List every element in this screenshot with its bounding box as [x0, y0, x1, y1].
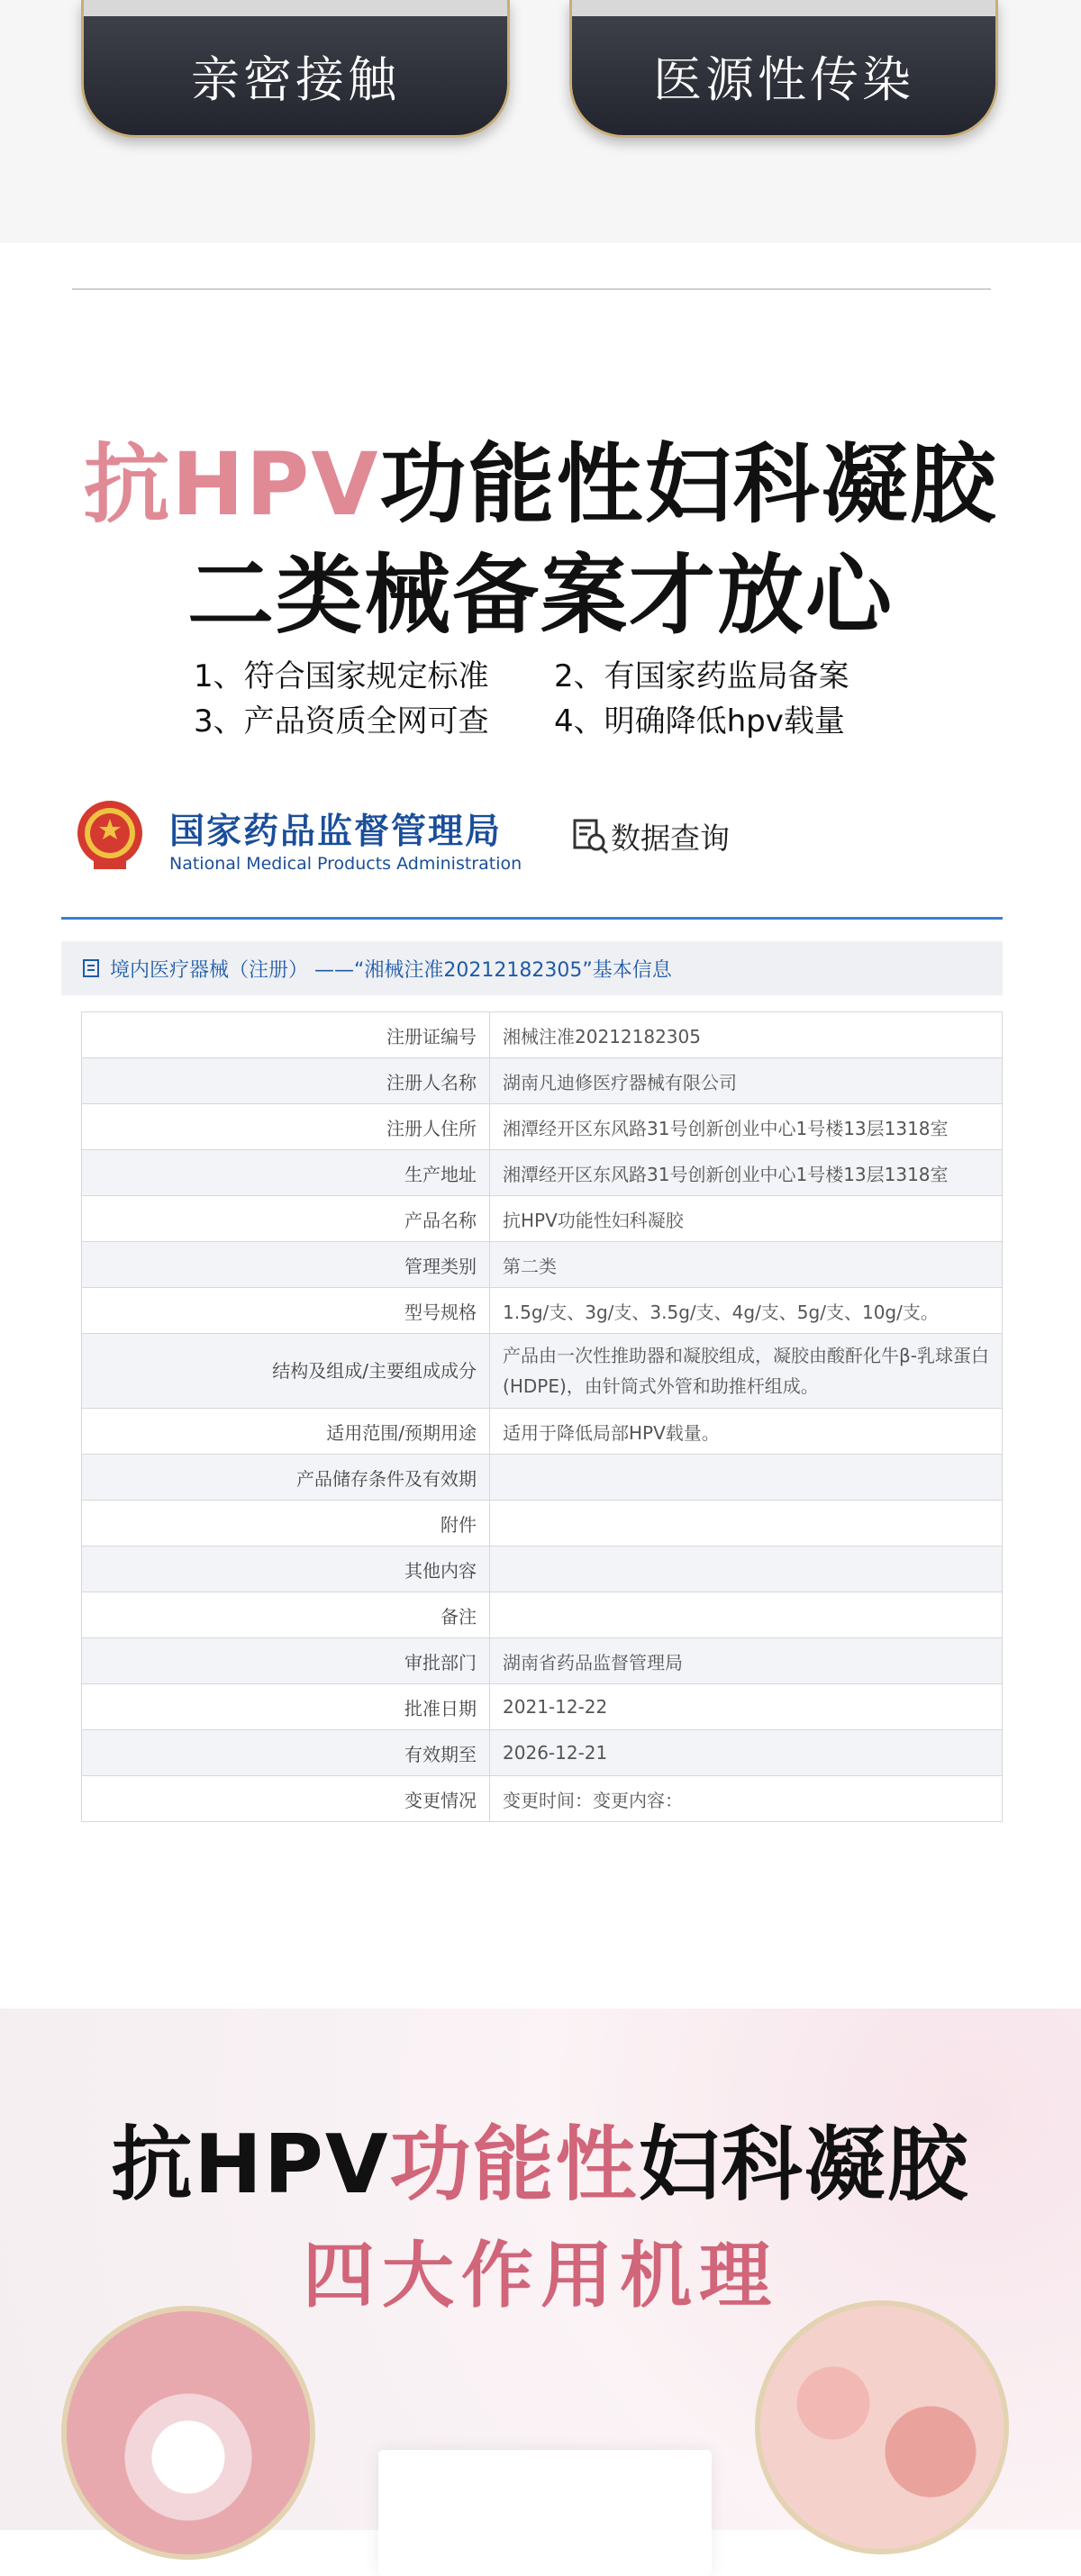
data-query-link[interactable] — [571, 815, 730, 857]
field-label: 产品储存条件及有效期 — [82, 1455, 490, 1501]
field-label: 生产地址 — [82, 1150, 490, 1196]
field-value: 2021-12-22 — [490, 1684, 1003, 1730]
heading-product — [0, 416, 1081, 540]
table-row — [82, 1012, 1003, 1058]
field-value — [490, 1547, 1003, 1592]
mechanism-image-left — [61, 2306, 315, 2560]
field-value: 2026-12-21 — [490, 1730, 1003, 1776]
heading-part: 抗HPV — [111, 2118, 390, 2212]
field-label: 注册人住所 — [82, 1104, 490, 1150]
table-row — [82, 1684, 1003, 1730]
field-value-line: (HDPE)，由针筒式外管和助推杆组成。 — [503, 1375, 819, 1397]
table-row — [82, 1058, 1003, 1104]
field-value — [490, 1455, 1003, 1501]
national-emblem-icon — [74, 797, 146, 873]
divider — [72, 288, 991, 290]
data-query-label: 数据查询 — [611, 821, 730, 856]
heading-four-mechanisms: 四大作用机理 — [303, 2234, 778, 2317]
field-label: 其他内容 — [82, 1547, 490, 1592]
point: 3、产品资质全网可查 — [194, 703, 489, 739]
heading-part-pink: 功能性 — [389, 2118, 639, 2212]
field-value — [490, 1334, 1003, 1409]
field-label: 备注 — [82, 1592, 490, 1638]
field-value: 湘械注准20212182305 — [490, 1012, 1003, 1058]
field-label: 变更情况 — [82, 1776, 490, 1822]
heading-black: 功能性妇科凝胶 — [379, 434, 998, 535]
field-value: 1.5g/支、3g/支、3.5g/支、4g/支、5g/支、10g/支。 — [490, 1288, 1003, 1334]
heading-pink: 抗HPV — [83, 434, 380, 535]
field-label: 产品名称 — [82, 1196, 490, 1242]
field-value: 湖南省药品监督管理局 — [490, 1638, 1003, 1684]
card-iatrogenic-infection — [569, 0, 998, 138]
field-label: 附件 — [82, 1501, 490, 1547]
field-value: 湖南凡迪修医疗器械有限公司 — [490, 1058, 1003, 1104]
table-row — [82, 1288, 1003, 1334]
point: 2、有国家药监局备案 — [554, 658, 849, 694]
card-intimate-contact — [81, 0, 510, 138]
table-row — [82, 1104, 1003, 1150]
field-label: 管理类别 — [82, 1242, 490, 1288]
document-search-icon — [571, 817, 611, 857]
point: 1、符合国家规定标准 — [194, 658, 489, 694]
field-value: 适用于降低局部HPV载量。 — [490, 1409, 1003, 1455]
field-label: 适用范围/预期用途 — [82, 1409, 490, 1455]
table-row — [82, 1196, 1003, 1242]
card-label: 亲密接触 — [191, 50, 400, 108]
table-row — [82, 1455, 1003, 1501]
key-points — [194, 654, 914, 744]
heading-part: 妇科凝胶 — [638, 2118, 970, 2212]
heading-registration: 二类械备案才放心 — [187, 545, 894, 646]
field-value: 第二类 — [490, 1242, 1003, 1288]
field-value: 湘潭经开区东风路31号创新创业中心1号楼13层1318室 — [490, 1104, 1003, 1150]
field-label: 注册证编号 — [82, 1012, 490, 1058]
table-row — [82, 1638, 1003, 1684]
field-label: 批准日期 — [82, 1684, 490, 1730]
field-label: 结构及组成/主要组成成分 — [82, 1334, 490, 1409]
field-value: 变更时间：变更内容： — [490, 1776, 1003, 1822]
field-value — [490, 1501, 1003, 1547]
table-row — [82, 1592, 1003, 1638]
table-row — [82, 1501, 1003, 1547]
field-label: 型号规格 — [82, 1288, 490, 1334]
product-box-image — [378, 2450, 712, 2576]
table-row — [82, 1334, 1003, 1409]
card-label: 医源性传染 — [653, 50, 914, 108]
header-rule — [61, 917, 1003, 920]
breadcrumb-text: 境内医疗器械（注册） ——“湘械注准20212182305”基本信息 — [110, 958, 672, 982]
heading-mechanism-product — [0, 2099, 1081, 2216]
table-row — [82, 1409, 1003, 1455]
field-value-line: 产品由一次性推助器和凝胶组成，凝胶由酸酐化牛β-乳球蛋白 — [503, 1345, 989, 1366]
point: 4、明确降低hpv载量 — [554, 703, 845, 739]
field-value — [490, 1592, 1003, 1638]
nmpa-name-cn: 国家药品监督管理局 — [169, 812, 503, 852]
table-row — [82, 1242, 1003, 1288]
table-row — [82, 1730, 1003, 1776]
table-row — [82, 1776, 1003, 1822]
field-label: 审批部门 — [82, 1638, 490, 1684]
field-value: 抗HPV功能性妇科凝胶 — [490, 1196, 1003, 1242]
document-icon — [81, 958, 101, 978]
table-row — [82, 1547, 1003, 1592]
field-label: 注册人名称 — [82, 1058, 490, 1104]
table-row — [82, 1150, 1003, 1196]
field-value: 湘潭经开区东风路31号创新创业中心1号楼13层1318室 — [490, 1150, 1003, 1196]
mechanism-image-right — [755, 2300, 1009, 2554]
registry-table — [81, 1011, 1003, 1822]
breadcrumb — [61, 941, 1003, 995]
nmpa-name-en: National Medical Products Administration — [169, 854, 522, 874]
field-label: 有效期至 — [82, 1730, 490, 1776]
